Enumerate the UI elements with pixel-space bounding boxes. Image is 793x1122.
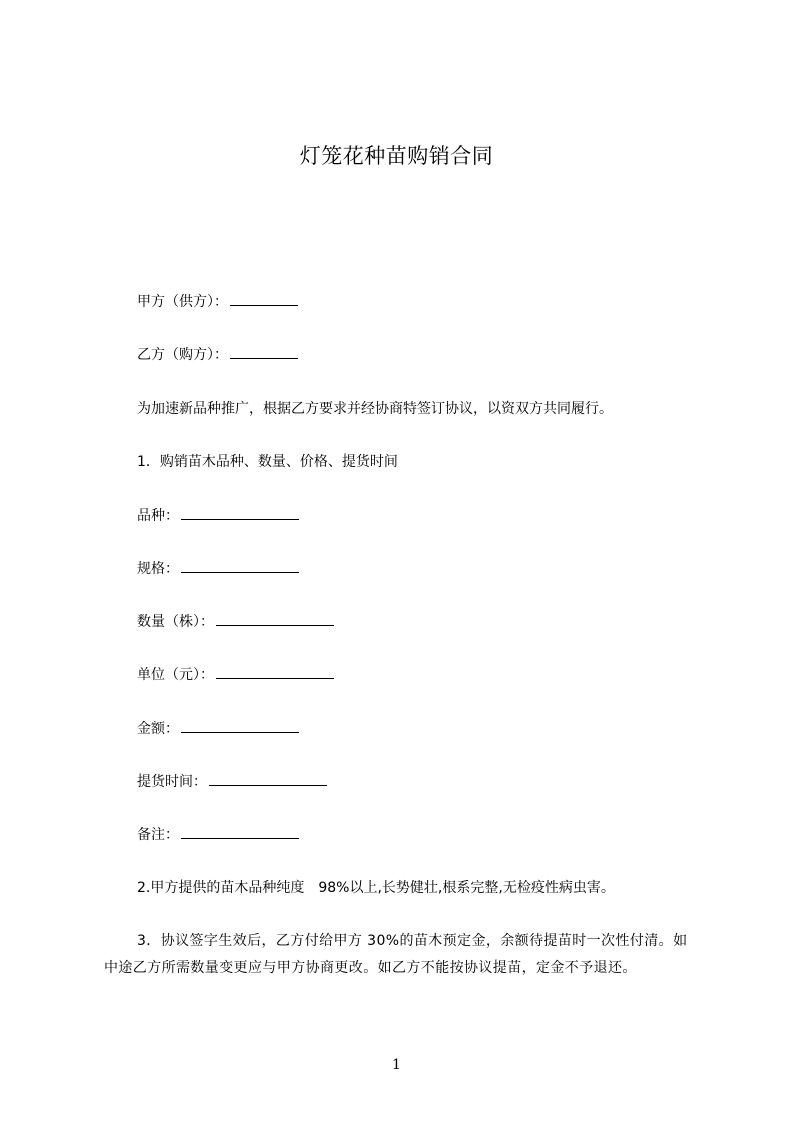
spec-label: 规格： xyxy=(137,561,179,577)
spec-line xyxy=(137,558,299,580)
quantity-blank xyxy=(216,611,334,626)
unit-price-label: 单位（元）： xyxy=(137,667,214,683)
amount-label: 金额： xyxy=(137,721,179,737)
clause-3: 3．协议签字生效后，乙方付给甲方 30%的苗木预定金，余额待提苗时一次性付清。如中途乙方所需数量变更应与甲方协商更改。如乙方不能按协议提苗，定金不予退还。 xyxy=(104,933,688,976)
pickup-time-blank xyxy=(209,771,327,786)
party-a-line xyxy=(137,291,298,313)
amount-line xyxy=(137,718,299,740)
pickup-time-line xyxy=(137,771,327,793)
variety-blank xyxy=(181,505,299,520)
party-a-blank xyxy=(230,291,298,306)
remarks-line xyxy=(137,824,299,846)
variety-label: 品种： xyxy=(137,508,179,524)
remarks-label: 备注： xyxy=(137,827,179,843)
document-title: 灯笼花种苗购销合同 xyxy=(299,144,494,168)
quantity-label: 数量（株）： xyxy=(137,614,214,630)
unit-price-line xyxy=(137,664,334,686)
party-b-label: 乙方（购方）： xyxy=(137,347,228,363)
party-b-line xyxy=(137,344,298,366)
page-number: 1 xyxy=(392,1057,401,1073)
quantity-line xyxy=(137,611,334,633)
variety-line xyxy=(137,505,299,527)
remarks-blank xyxy=(181,824,299,839)
clause-2: 2.甲方提供的苗木品种纯度 98%以上,长势健壮,根系完整,无检疫性病虫害。 xyxy=(137,880,615,896)
party-a-label: 甲方（供方）： xyxy=(137,294,228,310)
spec-blank xyxy=(181,558,299,573)
amount-blank xyxy=(181,718,299,733)
unit-price-blank xyxy=(216,664,334,679)
party-b-blank xyxy=(230,344,298,359)
intro-text: 为加速新品种推广，根据乙方要求并经协商特签订协议，以资双方共同履行。 xyxy=(137,401,613,417)
section1-heading: 1．购销苗木品种、数量、价格、提货时间 xyxy=(137,454,398,470)
pickup-time-label: 提货时间： xyxy=(137,774,207,790)
